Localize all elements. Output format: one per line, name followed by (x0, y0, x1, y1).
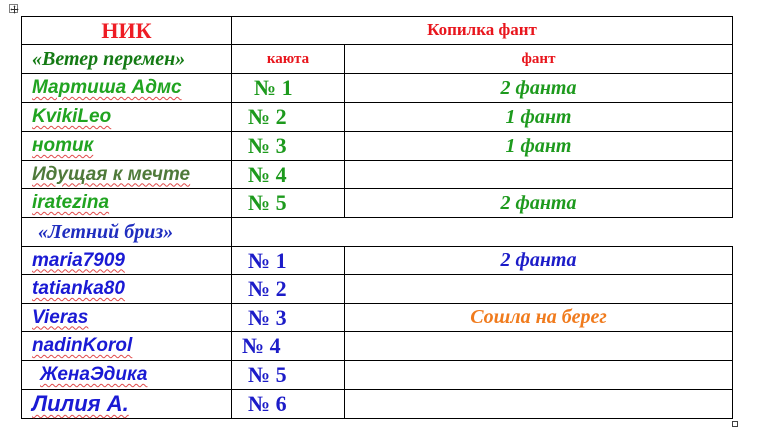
fant-cell: 2 фанта (345, 189, 733, 218)
cabin-cell: № 2 (232, 103, 345, 132)
cabin-cell: № 3 (232, 132, 345, 161)
nick-cell: нотик (21, 132, 232, 161)
fant-cell (345, 361, 733, 390)
team-name-veter: «Ветер перемен» (21, 45, 232, 74)
header-kopilka: Копилка фант (232, 16, 733, 45)
nick-cell: Идущая к мечте (21, 161, 232, 189)
nick-cell: maria7909 (21, 246, 232, 275)
fant-cell: Сошла на берег (345, 304, 733, 332)
cabin-cell: № 1 (232, 74, 345, 103)
cabin-cell: № 1 (232, 246, 345, 275)
table-resize-handle[interactable] (732, 421, 738, 427)
cabin-cell: № 2 (232, 275, 345, 304)
move-arrows-icon (10, 5, 19, 14)
team-name-leto: «Летний бриз» (21, 218, 232, 246)
cabin-cell: № 6 (232, 390, 345, 419)
nick-cell: nadinKorol (21, 332, 232, 361)
cabin-cell: № 4 (232, 161, 345, 189)
fant-cell: 1 фант (345, 103, 733, 132)
cabin-cell: № 5 (232, 361, 345, 390)
nick-cell: iratezina (21, 189, 232, 218)
nick-cell: tatianka80 (21, 275, 232, 304)
cabin-cell: № 5 (232, 189, 345, 218)
nick-cell: ЖенаЭдика (21, 361, 232, 390)
nick-cell: Vieras (21, 304, 232, 332)
nick-cell: KvikiLeo (21, 103, 232, 132)
header-cabin: каюта (232, 45, 345, 74)
fant-cell: 1 фант (345, 132, 733, 161)
header-fant: фант (345, 45, 733, 74)
nick-cell: Лилия А. (21, 390, 232, 419)
cabin-cell: № 3 (232, 304, 345, 332)
fant-cell (345, 161, 733, 189)
fant-cell: 2 фанта (345, 246, 733, 275)
table-move-handle[interactable] (9, 4, 18, 13)
fant-cell (345, 275, 733, 304)
fant-cell: 2 фанта (345, 74, 733, 103)
cabin-cell: № 4 (232, 332, 345, 361)
header-nick: НИК (21, 16, 232, 45)
nick-cell: Мартиша Адмс (21, 74, 232, 103)
fant-cell (345, 332, 733, 361)
fant-cell (345, 390, 733, 419)
